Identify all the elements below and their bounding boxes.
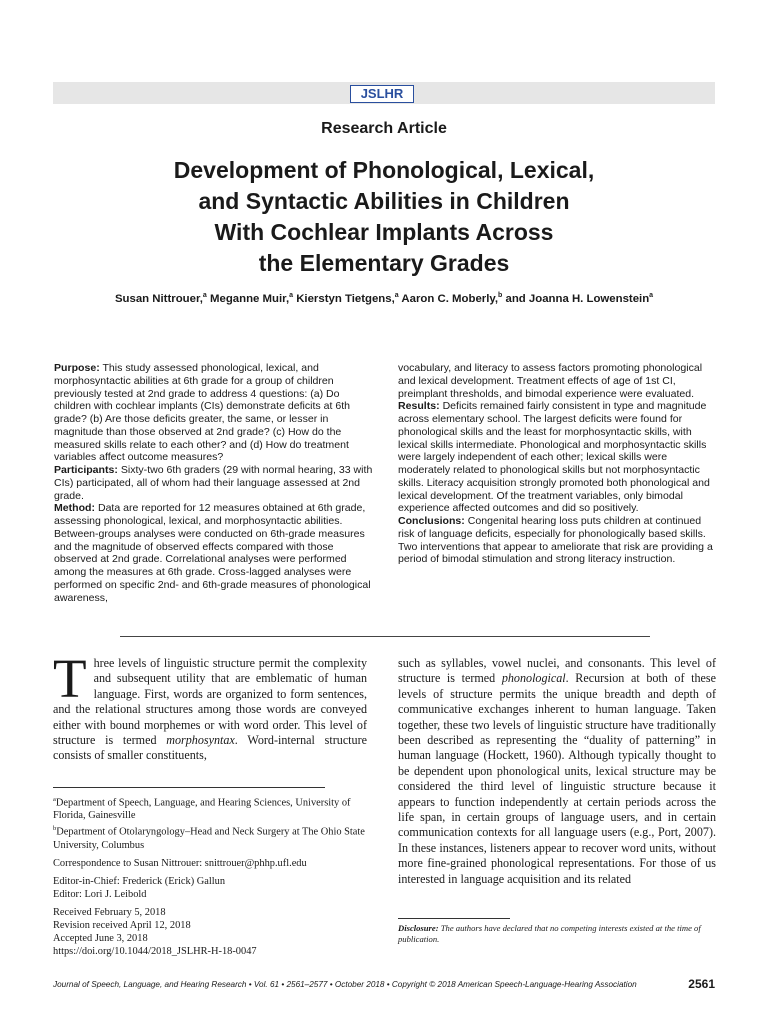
abstract-method (54, 502, 374, 604)
abstract-purpose-text: This study assessed phonological, lexical, and morphosyntactic abilities at 6th grade for a group of children previously tested at 2nd grade to address 4 questions: (a) Do children with cochlear implants (CIs) demonstrate deficits at 6th grade? (b) Are those deficits greater, the same, or lesser in magnitude than those observed at 2nd grade? (c) How do the measured skills relate to each other? and (d) How do treatment variables affect outcome measures? (54, 362, 351, 464)
author-name: and Joanna H. Lowenstein (505, 292, 650, 305)
author-affiliation-mark: a (289, 292, 294, 299)
article-type: Research Article (321, 120, 447, 137)
abstract-results-text: Deficits remained fairly consistent in type and magnitude across elementary school. The largest deficits were found for phonological skills and the least for morphosyntactic skills, with lexical skills intermediate. Phonological and morphosyntactic skills were largely independent of each other; lexical skills were moderately related to phonological skills but not morphosyntactic skills. Literacy acquisition strongly promoted both phonological and lexical development. Of the treatment variables, only bimodal experience affected outcomes and did so positively. (398, 400, 710, 515)
journal-badge: JSLHR (350, 85, 414, 103)
abstract-right-column (398, 362, 718, 566)
title-line: the Elementary Grades (258, 250, 510, 276)
abstract-purpose (54, 362, 374, 464)
author-name: Meganne Muir, (210, 292, 290, 305)
affiliation-mark: b (53, 825, 57, 833)
author-affiliation-mark: b (498, 292, 503, 299)
abstract-purpose-label: Purpose: (54, 362, 100, 374)
article-title (100, 155, 668, 279)
correspondence: Correspondence to Susan Nittrouer: snittrouer@phhp.ufl.edu (53, 857, 307, 869)
body-emphasis: phonological (501, 671, 566, 686)
footnote-rule (53, 787, 325, 788)
disclosure (398, 923, 716, 945)
author-name: Susan Nittrouer, (114, 292, 203, 305)
body-paragraph (398, 656, 716, 887)
editor: Editor: Lori J. Leibold (53, 888, 147, 900)
body-text: hree levels of linguistic structure permit the complexity and subsequent utility that are emblematic of human language. First, words are organized to form sentences, and the relational structures among those words are conveyed either with bound morphemes or with word order. This level of structure is termed (53, 656, 367, 748)
author-name: Aaron C. Moberly, (401, 292, 499, 305)
abstract-method-label: Method: (54, 502, 96, 515)
body-emphasis: morphosyntax (166, 733, 235, 748)
abstract-method-text: Data are reported for 12 measures obtained at 6th grade, assessing phonological, lexical, and morphosyntactic abilities. Between-groups analyses were conducted on 6th-grade measures and the magnitude of observed effects compared with those observed at 2nd grade. Correlational analyses were performed among the measures at 6th grade. Cross-lagged analyses were performed on specific 2nd- and 6th-grade measures of phonological awareness, (54, 502, 371, 604)
abstract-conclusions (398, 515, 718, 566)
body-text: . Word-internal structure consists of smaller constituents, (53, 733, 367, 763)
page-number: 2561 (688, 977, 715, 991)
body-paragraph (53, 648, 367, 764)
abstract-method-continued: vocabulary, and literacy to assess factors promoting phonological and lexical development. Treatment effects of age of 1st CI, preimplant thresholds, and bimodal experience were evaluated. (398, 362, 703, 400)
body-text: . Recursion at both of these levels of structure permits the unique breadth and depth of communicative exchanges inherent to human language. Taken together, these two levels of linguistic structure have traditionally been described as representing the “duality of patterning” in human language (Hockett, 1960). Although typically thought to be dependent upon phonological units, lexical structure may be considered the third level of linguistic structure because it appears to function independently at certain periods across the life span, in certain groups of language users, and in certain communication contexts for all language users (e.g., Port, 2007). In these instances, listeners appear to recover word units, without more fine-grained phonological representations. For those of us interested in language acquisition and its related (398, 671, 716, 886)
body-left-column (53, 648, 367, 764)
affiliation-a (53, 793, 373, 822)
abstract-results-label: Results: (398, 400, 440, 413)
drop-cap: T (53, 648, 87, 709)
author-affiliation-mark: a (202, 292, 207, 299)
abstract-conclusions-label: Conclusions: (398, 515, 465, 527)
abstract-divider (120, 636, 650, 637)
affiliation-text: Department of Speech, Language, and Hearing Sciences, University of Florida, Gainesville (53, 797, 351, 822)
author-name: Kierstyn Tietgens, (296, 292, 395, 305)
abstract-participants-text: Sixty-two 6th graders (29 with normal hearing, 33 with CIs) participated, all of whom had their language assessed at 2nd grade. (54, 464, 373, 502)
body-text: such as syllables, vowel nuclei, and consonants. This level of structure is termed (398, 656, 716, 686)
footnotes (53, 793, 373, 958)
revision-date: Revision received April 12, 2018 (53, 919, 191, 931)
author-affiliation-mark: a (394, 292, 399, 299)
disclosure-rule (398, 918, 510, 919)
affiliation-b (53, 822, 373, 851)
title-line: With Cochlear Implants Across (214, 219, 554, 245)
abstract-left-column (54, 362, 374, 604)
editor-in-chief: Editor-in-Chief: Frederick (Erick) Gallun (53, 875, 226, 887)
abstract-conclusions-text: Congenital hearing loss puts children at continued risk of language deficits, especially for phonologically based skills. Two interventions that appear to ameliorate that risk are providing a period of bimodal stimulation and strong literacy instruction. (398, 515, 713, 566)
abstract-participants (54, 464, 374, 502)
disclosure-label: Disclosure: (398, 923, 439, 933)
author-affiliation-mark: a (649, 292, 654, 299)
received-date: Received February 5, 2018 (53, 906, 166, 918)
accepted-date: Accepted June 3, 2018 (53, 932, 148, 944)
disclosure-text: The authors have declared that no competing interests existed at the time of publication. (398, 923, 701, 944)
body-right-column (398, 656, 716, 887)
abstract-participants-label: Participants: (54, 464, 118, 476)
title-line: and Syntactic Abilities in Children (198, 188, 570, 214)
footer-citation: Journal of Speech, Language, and Hearing Research • Vol. 61 • 2561–2577 • October 2018 • Copyright © 2018 American Speech-Language-Hearing Association (53, 980, 637, 989)
author-list (0, 292, 768, 305)
abstract-results (398, 400, 718, 515)
title-line: Development of Phonological, Lexical, (173, 157, 595, 183)
doi-link[interactable]: https://doi.org/10.1044/2018_JSLHR-H-18-0047 (53, 945, 257, 957)
affiliation-mark: a (53, 796, 56, 803)
affiliation-text: Department of Otolaryngology–Head and Neck Surgery at The Ohio State University, Columbus (53, 826, 365, 851)
